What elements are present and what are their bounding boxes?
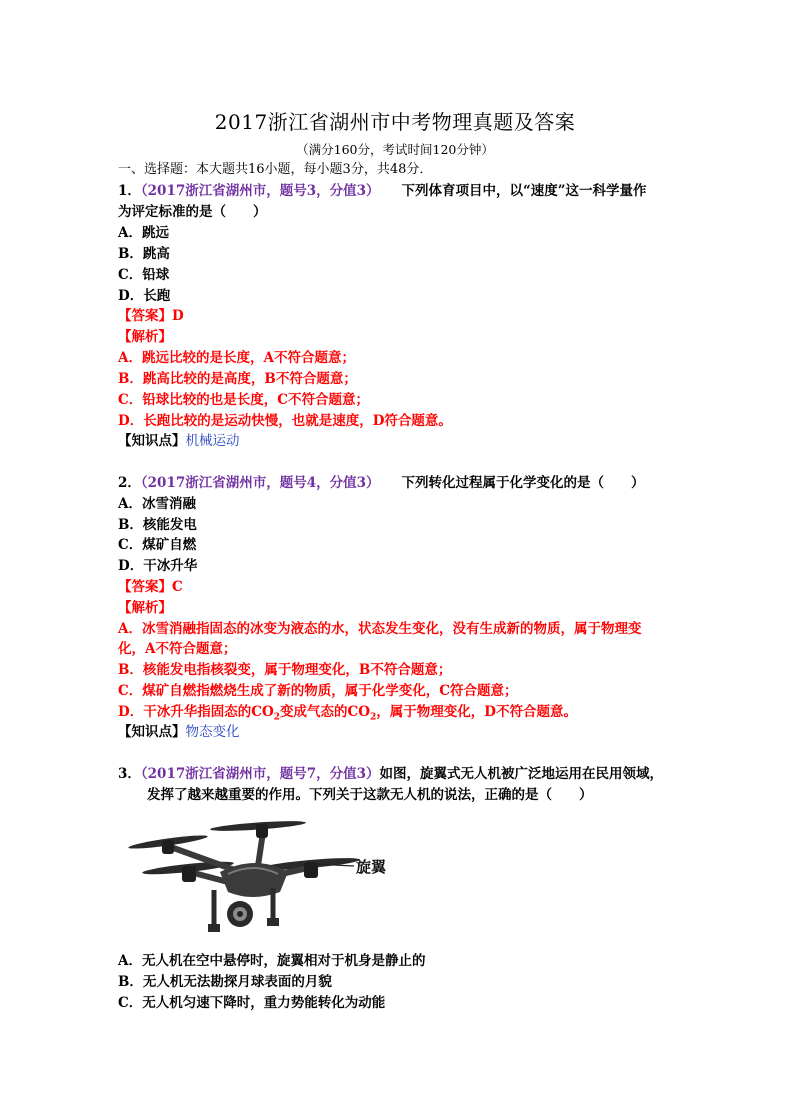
q1-knowledge-point bbox=[118, 431, 240, 451]
q3-stem-a: 如图，旋翼式无人机被广泛地运用在民用领域， bbox=[379, 766, 664, 782]
q2-exp-d-sub2: 2 bbox=[370, 712, 377, 723]
q1-kp-value: 机械运动 bbox=[185, 433, 240, 449]
q3-option-b: B．无人机无法勘探月球表面的月貌 bbox=[118, 974, 332, 990]
q2-answer bbox=[118, 577, 183, 597]
q1-stem-line1 bbox=[118, 181, 647, 201]
q1-explanation-c: C．铅球比较的也是长度，C不符合题意； bbox=[118, 392, 369, 408]
q2-exp-d-part3: ，属于物理变化，D不符合题意。 bbox=[376, 704, 577, 720]
q1-option-b: B．跳高 bbox=[118, 246, 170, 262]
q1-kp-label: 【知识点】 bbox=[118, 433, 186, 449]
q2-option-b: B．核能发电 bbox=[118, 517, 197, 533]
q3-stem-line1 bbox=[118, 764, 663, 784]
q2-explanation-b: B．核能发电指核裂变，属于物理变化，B不符合题意； bbox=[118, 662, 452, 678]
q3-stem-line2: 发挥了越来越重要的作用。下列关于这款无人机的说法，正确的是（ ） bbox=[147, 787, 593, 803]
section-heading: 一、选择题：本大题共16小题，每小题3分，共48分． bbox=[118, 162, 433, 177]
q2-stem-line1 bbox=[118, 473, 645, 493]
q2-explanation-a-line1: A．冰雪消融指固态的冰变为液态的水，状态发生变化，没有生成新的物质，属于物理变 bbox=[118, 621, 642, 637]
q2-source: （2017浙江省湖州市，题号4，分值3） bbox=[140, 475, 380, 491]
q2-exp-d-sub1: 2 bbox=[273, 712, 280, 723]
q1-explanation-b: B．跳高比较的是高度，B不符合题意； bbox=[118, 371, 357, 387]
page-title: 2017浙江省湖州市中考物理真题及答案 bbox=[214, 110, 576, 134]
q2-kp-label: 【知识点】 bbox=[118, 724, 186, 740]
q2-explanation-c: C．煤矿自燃指燃烧生成了新的物质，属于化学变化，C符合题意； bbox=[118, 683, 518, 699]
q2-answer-label: 【答案】 bbox=[118, 579, 172, 595]
q2-knowledge-point bbox=[118, 722, 240, 742]
q2-answer-value: C bbox=[172, 579, 183, 595]
q2-exp-d-part2: 变成气态的CO bbox=[279, 704, 370, 720]
q1-answer bbox=[118, 306, 184, 326]
drone-figure bbox=[128, 816, 410, 942]
q1-option-c: C．铅球 bbox=[118, 267, 170, 283]
rotor-label: 旋翼 bbox=[356, 858, 387, 876]
q3-option-c: C．无人机匀速下降时，重力势能转化为动能 bbox=[118, 995, 386, 1011]
q1-analysis-label: 【解析】 bbox=[118, 329, 172, 345]
q2-option-c: C．煤矿自燃 bbox=[118, 537, 197, 553]
q2-option-a: A．冰雪消融 bbox=[118, 496, 196, 512]
q2-analysis-label: 【解析】 bbox=[118, 600, 172, 616]
q1-option-a: A．跳远 bbox=[118, 225, 169, 241]
q1-explanation-a: A．跳远比较的是长度，A不符合题意； bbox=[118, 350, 355, 366]
q2-number: 2． bbox=[118, 475, 141, 491]
q1-answer-label: 【答案】 bbox=[118, 308, 172, 324]
exam-info: （满分160分，考试时间120分钟） bbox=[296, 142, 494, 157]
q1-option-d: D．长跑 bbox=[118, 288, 171, 304]
q1-number: 1． bbox=[118, 183, 141, 199]
q3-source: （2017浙江省湖州市，题号7，分值3） bbox=[140, 766, 380, 782]
q2-explanation-a-line2: 化，A不符合题意； bbox=[118, 641, 237, 657]
q1-explanation-d: D．长跑比较的是运动快慢，也就是速度，D符合题意。 bbox=[118, 413, 452, 429]
q2-stem-a: 下列转化过程属于化学变化的是（ ） bbox=[401, 475, 645, 491]
q1-stem-a: 下列体育项目中，以“速度”这一科学量作 bbox=[401, 183, 647, 199]
q2-kp-value: 物态变化 bbox=[185, 724, 240, 740]
q1-stem-line2: 为评定标准的是（ ） bbox=[118, 204, 267, 220]
q3-number: 3． bbox=[118, 766, 141, 782]
q2-option-d: D．干冰升华 bbox=[118, 558, 198, 574]
q3-option-a: A．无人机在空中悬停时，旋翼相对于机身是静止的 bbox=[118, 953, 426, 969]
q1-answer-value: D bbox=[172, 308, 184, 324]
q2-exp-d-part1: D．干冰升华指固态的CO bbox=[118, 704, 274, 720]
q1-source: （2017浙江省湖州市，题号3，分值3） bbox=[140, 183, 380, 199]
